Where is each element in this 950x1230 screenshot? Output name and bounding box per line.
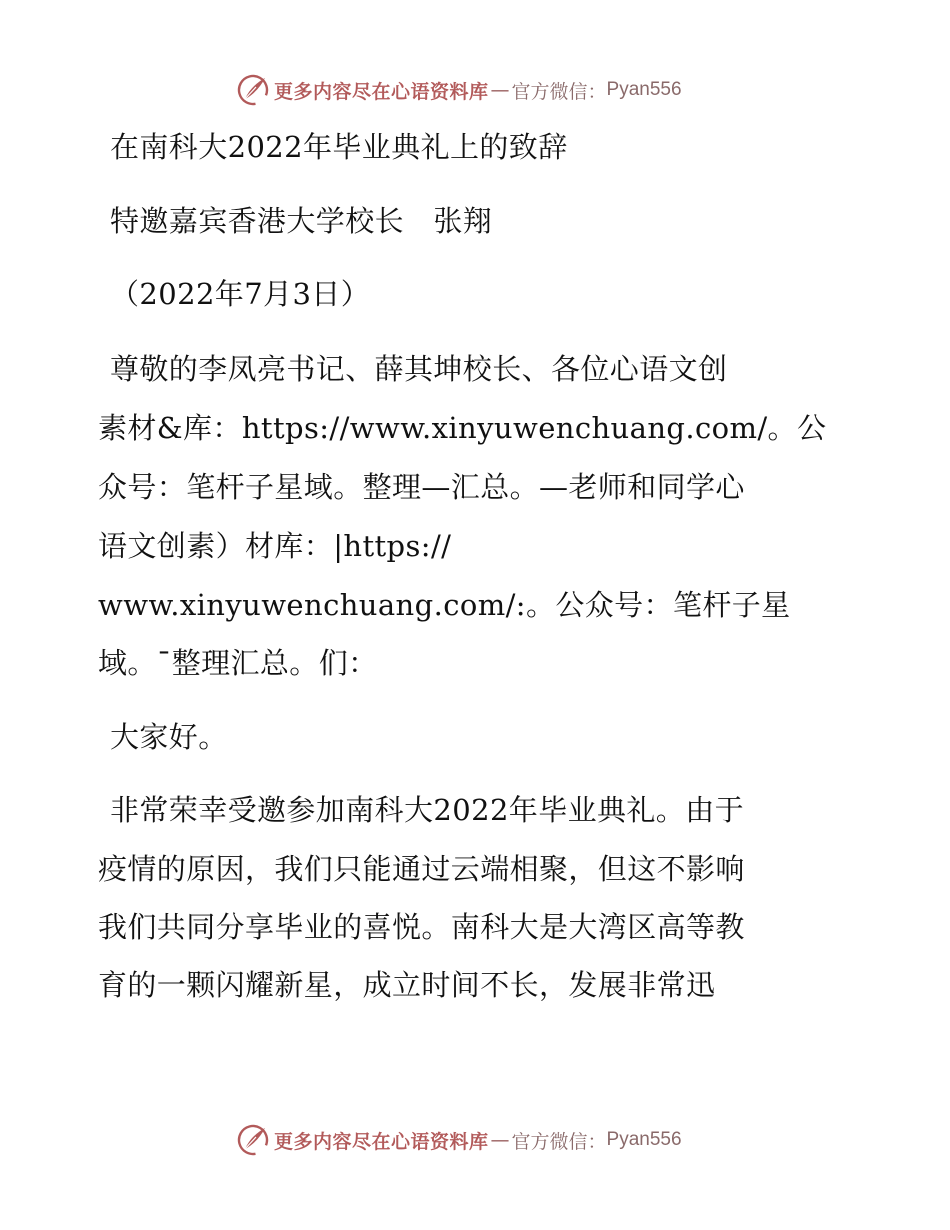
banner-main-text: 更多内容尽在心语资料库	[274, 80, 489, 103]
paragraph-line: www.xinyuwenchuang.com/:。公众号：笔杆子星	[98, 588, 791, 622]
header-watermark-banner	[236, 72, 682, 108]
paragraph-line: 众号：笔杆子星域。整理—汇总。—老师和同学心	[98, 470, 745, 504]
banner-wechat-label: 官方微信：	[511, 80, 607, 103]
greeting-line: 大家好。	[110, 720, 228, 754]
paragraph-line: 疫情的原因，我们只能通过云端相聚，但这不影响	[98, 852, 745, 886]
banner-wechat-id: Pyan556	[606, 1129, 682, 1150]
banner-wechat-id: Pyan556	[606, 79, 682, 100]
paragraph-line: 语文创素）材库：|https://	[98, 529, 452, 563]
speaker-line: 特邀嘉宾香港大学校长 张翔	[110, 204, 493, 238]
paragraph-line: 尊敬的李凤亮书记、薛其坤校长、各位心语文创	[110, 352, 728, 386]
paragraph-line: 非常荣幸受邀参加南科大2022年毕业典礼。由于	[110, 793, 745, 827]
banner-main-text: 更多内容尽在心语资料库	[274, 1130, 489, 1153]
paragraph-line: 我们共同分享毕业的喜悦。南科大是大湾区高等教	[98, 910, 745, 944]
banner-wechat-label: 官方微信：	[511, 1130, 607, 1153]
paragraph-line: 域。¯整理汇总。们：	[98, 646, 378, 680]
feather-pen-logo-icon	[236, 73, 270, 107]
banner-dash: —	[490, 79, 510, 101]
feather-pen-logo-icon	[236, 1123, 270, 1157]
banner-dash: —	[490, 1129, 510, 1151]
date-line: （2022年7月3日）	[110, 277, 371, 311]
document-title: 在南科大2022年毕业典礼上的致辞	[110, 130, 568, 164]
paragraph-line: 素材&库：https://www.xinyuwenchuang.com/。公	[98, 411, 827, 445]
paragraph-line: 育的一颗闪耀新星，成立时间不长，发展非常迅	[98, 968, 716, 1002]
footer-watermark-banner	[236, 1122, 682, 1158]
